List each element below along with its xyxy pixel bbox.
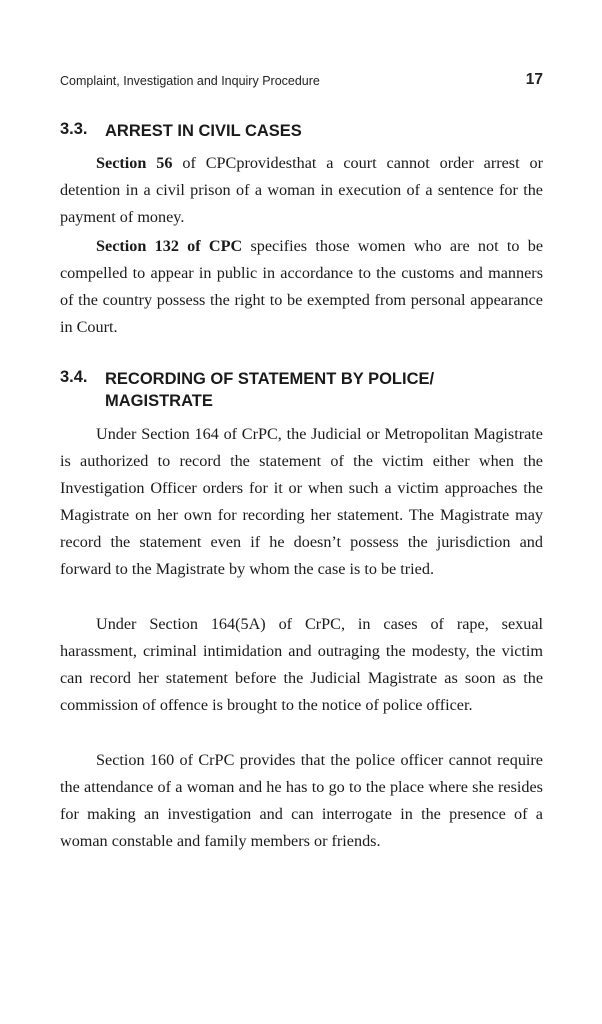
paragraph-text: Section 160 of CrPC provides that the police officer cannot require the attendance of a woman and he has to go to the place where she resides for making an investigation and can interrogate in the presence of a woman constable and family members or friends. <box>60 751 543 850</box>
paragraph-text: of CPCprovidesthat a court cannot order arrest or detention in a civil prison of a woman in execution of a sentence for the payment of money. <box>60 154 543 226</box>
paragraph <box>60 611 543 719</box>
paragraph <box>60 233 543 341</box>
page-number: 17 <box>525 71 543 88</box>
section-number: 3.4. <box>60 368 88 386</box>
paragraph <box>60 747 543 855</box>
bold-reference: Section 132 of CPC <box>96 237 243 255</box>
section-number: 3.3. <box>60 120 88 138</box>
paragraph <box>60 421 543 583</box>
bold-reference: Section 56 <box>96 154 173 172</box>
paragraph <box>60 150 543 231</box>
section-title <box>105 368 434 412</box>
section-title-line: MAGISTRATE <box>105 392 213 410</box>
paragraph-text: Under Section 164(5A) of CrPC, in cases of rape, sexual harassment, criminal intimidation and outraging the modesty, the victim can record her statement before the Judicial Magistrate as soon as the commission of offence is brought to the notice of police officer. <box>60 615 543 714</box>
running-head-title: Complaint, Investigation and Inquiry Procedure <box>60 74 320 88</box>
paragraph-text: specifies those women who are not to be compelled to appear in public in accordance to the customs and manners of the country possess the right to be exempted from personal appearance in Court. <box>60 237 543 336</box>
section-title: ARREST IN CIVIL CASES <box>105 122 302 140</box>
section-title-line: RECORDING OF STATEMENT BY POLICE/ <box>105 370 435 388</box>
paragraph-text: Under Section 164 of CrPC, the Judicial or Metropolitan Magistrate is authorized to record the statement of the victim either when the Investigation Officer orders for it or when such a victim approaches the Magistrate on her own for recording her statement. The Magistrate may record the statement even if he doesn’t possess the jurisdiction and forward to the Magistrate by whom the case is to be tried. <box>60 425 543 578</box>
